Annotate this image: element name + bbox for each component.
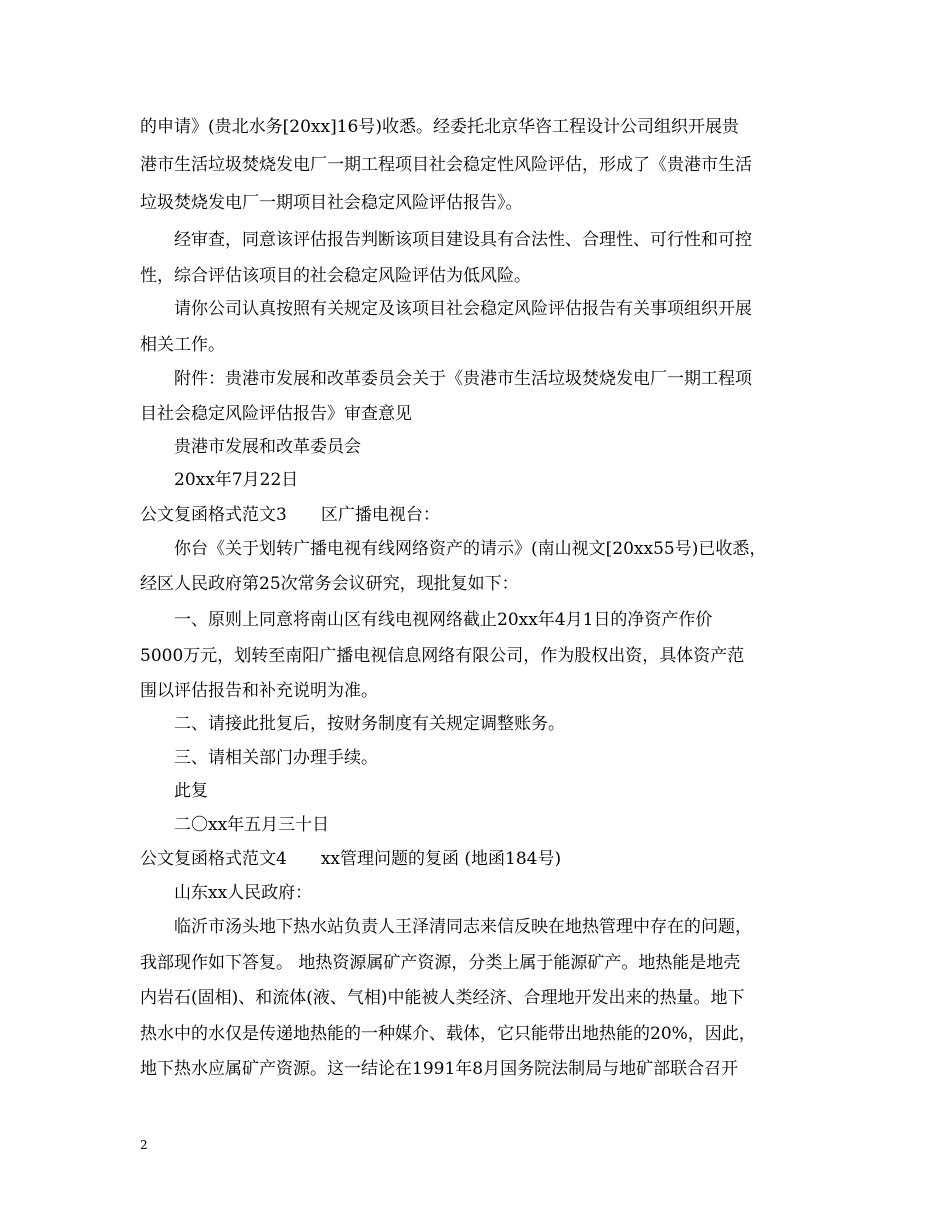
text-line: 垃圾焚烧发电厂一期项目社会稳定风险评估报告》。 (140, 193, 523, 213)
text-line: 附件：贵港市发展和改革委员会关于《贵港市生活垃圾焚烧发电厂一期工程项 (174, 369, 752, 389)
text-line: 热水中的水仅是传递地热能的一种媒介、载体，它只能带出地热能的20%，因此， (140, 1024, 756, 1044)
text-line: 二、请接此批复后，按财务制度有关规定调整账务。 (174, 714, 565, 734)
text-line: 请你公司认真按照有关规定及该项目社会稳定风险评估报告有关事项组织开展 (174, 299, 752, 319)
text-line: 三、请相关部门办理手续。 (174, 748, 378, 768)
text-line: 你台《关于划转广播电视有线网络资产的请示》(南山视文[20xx55号)已收悉， (174, 539, 767, 559)
text-line: 地下热水应属矿产资源。这一结论在1991年8月国务院法制局与地矿部联合召开 (140, 1059, 739, 1079)
text-line: 的申请》(贵北水务[20xx]16号)收悉。经委托北京华咨工程设计公司组织开展贵 (140, 117, 739, 137)
text-line: 性，综合评估该项目的社会稳定风险评估为低风险。 (140, 266, 531, 286)
text-line: 此复 (174, 781, 208, 801)
text-line: 一、原则上同意将南山区有线电视网络截止20xx年4月1日的净资产作价 (174, 610, 713, 630)
text-line: 目社会稳定风险评估报告》审查意见 (140, 404, 412, 424)
section-heading: 公文复函格式范文4 xx管理问题的复函 (地函184号) (140, 849, 562, 869)
text-line: 贵港市发展和改革委员会 (174, 437, 361, 457)
text-line: 内岩石(固相)、和流体(液、气相)中能被人类经济、合理地开发出来的热量。地下 (140, 988, 745, 1008)
text-line: 山东xx人民政府： (174, 883, 313, 903)
text-line: 港市生活垃圾焚烧发电厂一期工程项目社会稳定性风险评估，形成了《贵港市生活 (140, 155, 752, 175)
text-line: 经区人民政府第25次常务会议研究，现批复如下： (140, 574, 519, 594)
date-line: 20xx年7月22日 (174, 470, 299, 490)
section-heading: 公文复函格式范文3 区广播电视台： (140, 505, 440, 525)
text-line: 临沂市汤头地下热水站负责人王泽清同志来信反映在地热管理中存在的问题， (174, 917, 752, 937)
text-line: 经审查，同意该评估报告判断该项目建设具有合法性、合理性、可行性和可控 (174, 230, 752, 250)
text-line: 围以评估报告和补充说明为准。 (140, 681, 378, 701)
text-line: 我部现作如下答复。 地热资源属矿产资源，分类上属于能源矿产。地热能是地壳 (140, 953, 741, 973)
text-line: 5000万元，划转至南阳广播电视信息网络有限公司，作为股权出资，具体资产范 (140, 646, 745, 666)
page-number: 2 (140, 1138, 148, 1152)
text-line: 相关工作。 (140, 335, 225, 355)
date-line: 二〇xx年五月三十日 (174, 815, 330, 835)
